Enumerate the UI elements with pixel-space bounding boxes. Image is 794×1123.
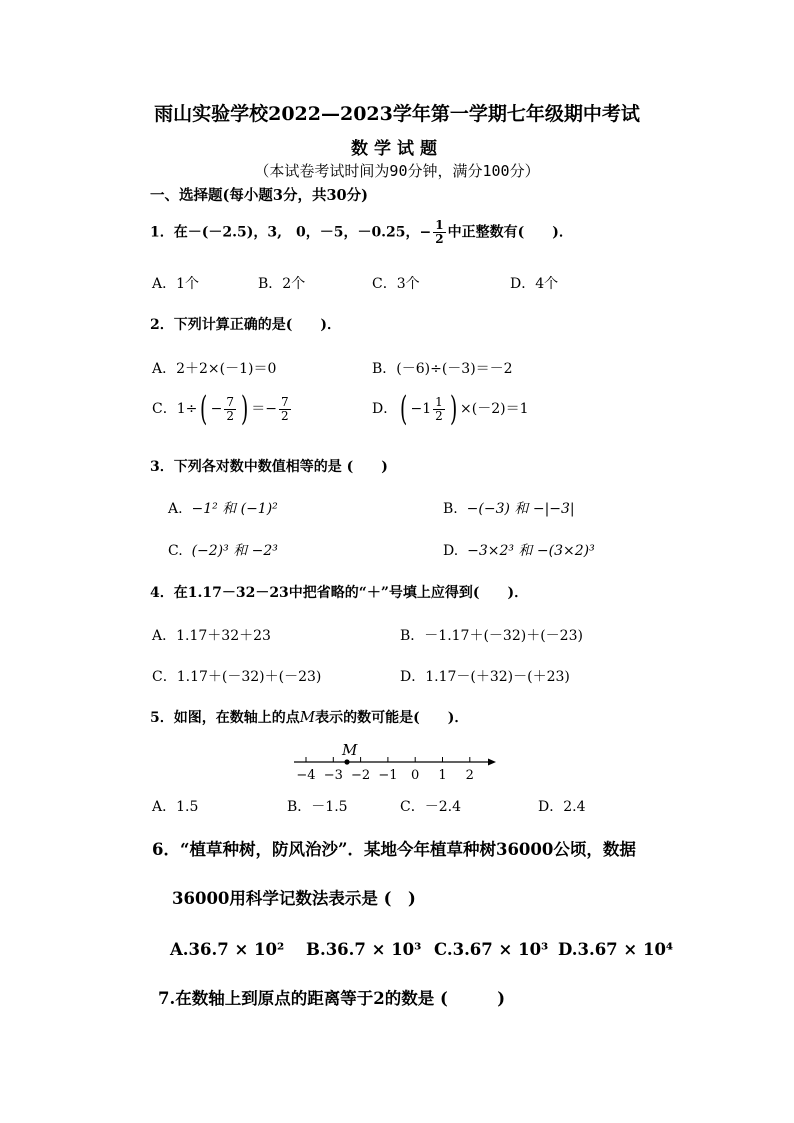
axis-tick-label: −4 <box>296 768 316 783</box>
q3-option-d: D. −3×2³ 和 −(3×2)³ <box>443 543 595 559</box>
question-6-line-1: 6．“植草种树，防风治沙”．某地今年植草种树36000公顷，数据 <box>152 840 636 859</box>
question-5-stem: 5．如图，在数轴上的点M表示的数可能是( )． <box>150 708 469 726</box>
q6-option-c: C.3.67 × 10³ <box>434 940 549 959</box>
q4-option-d: D．1.17－(＋32)－(＋23) <box>400 669 570 685</box>
q1-stem-post: 中正整数有( )． <box>447 224 573 241</box>
q5-option-c: C．－2.4 <box>400 799 461 815</box>
q1-stem-pre: 1．在－(－2.5)，3, 0，－5，－0.25，− <box>150 224 432 241</box>
q1-fraction: $\frac{1}{2}$ <box>435 218 444 246</box>
exam-subtitle: 数学试题 <box>351 139 443 159</box>
exam-title: 雨山实验学校2022—2023学年第一学期七年级期中考试 <box>154 103 640 125</box>
q1-option-c: C．3个 <box>372 276 420 292</box>
q5-option-b: B．－1.5 <box>287 799 348 815</box>
q1-option-d: D．4个 <box>510 276 559 292</box>
point-m-label: M <box>342 741 358 759</box>
question-3-stem: 3．下列各对数中数值相等的是 ( ) <box>150 459 388 475</box>
q2-option-d: D．( −1 $\frac{1}{2}$ ) ×(－2)＝1 <box>372 389 529 429</box>
q6-option-a: A.36.7 × 10² <box>170 940 285 959</box>
axis-tick-label: −3 <box>323 768 343 783</box>
q3-option-a: A. −1² 和 (−1)² <box>168 501 278 517</box>
number-line-figure <box>290 738 502 786</box>
q2-option-a: A．2＋2×(－1)＝0 <box>152 361 277 377</box>
q3-option-c: C. (−2)³ 和 −2³ <box>168 543 278 559</box>
q4-option-b: B．－1.17＋(－32)＋(－23) <box>400 628 583 644</box>
q4-option-c: C．1.17＋(－32)＋(－23) <box>152 669 322 685</box>
axis-tick-label: −1 <box>378 768 398 783</box>
section-heading: 一、选择题(每小题3分，共30分) <box>150 187 368 204</box>
axis-tick-label: 0 <box>411 768 420 783</box>
q6-option-d: D.3.67 × 10⁴ <box>558 940 674 959</box>
axis-tick-label: 2 <box>465 768 474 783</box>
question-1-stem <box>150 219 573 246</box>
question-6-line-2: 36000用科学记数法表示是 ( ) <box>172 889 416 908</box>
q1-option-b: B．2个 <box>258 276 306 292</box>
number-line-arrow <box>488 759 496 766</box>
axis-tick-label: −2 <box>351 768 371 783</box>
point-m-dot <box>344 759 349 764</box>
q2-option-c: C．1÷( − $\frac{7}{2}$ ) ＝− $\frac{7}{2}$ <box>152 389 289 429</box>
axis-tick-label: 1 <box>438 768 447 783</box>
exam-note: （本试卷考试时间为90分钟，满分100分） <box>254 162 540 180</box>
q4-option-a: A．1.17＋32＋23 <box>152 628 271 644</box>
question-2-stem: 2．下列计算正确的是( )． <box>150 317 341 333</box>
question-7-stem: 7.在数轴上到原点的距离等于2的数是 ( ) <box>158 989 506 1008</box>
q2-option-b: B．(－6)÷(－3)＝－2 <box>372 361 513 377</box>
question-4-stem: 4．在1.17－32－23中把省略的“＋”号填上应得到( )． <box>150 585 529 601</box>
q5-option-a: A．1.5 <box>152 799 199 815</box>
q6-option-b: B.36.7 × 10³ <box>306 940 422 959</box>
q3-option-b: B. −(−3) 和 −|−3| <box>443 501 575 517</box>
q1-option-a: A．1个 <box>152 276 200 292</box>
q5-option-d: D．2.4 <box>538 799 586 815</box>
